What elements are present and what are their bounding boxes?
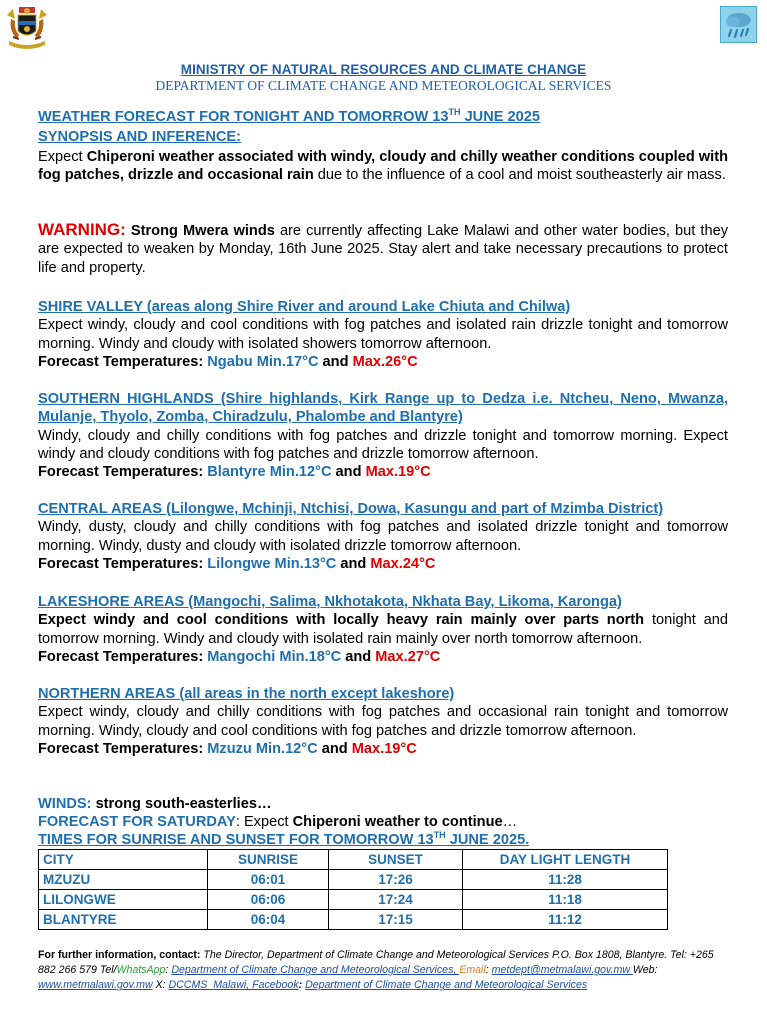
- rain-cloud-icon: [720, 6, 757, 43]
- table-cell: 17:15: [329, 910, 463, 930]
- table-cell: 06:01: [208, 870, 329, 890]
- table-cell: 06:04: [208, 910, 329, 930]
- table-cell: LILONGWE: [39, 890, 208, 910]
- website-link[interactable]: www.metmalawi.gov.mw: [38, 979, 153, 992]
- sunrise-sunset-table: [38, 849, 668, 930]
- synopsis-text: Expect Chiperoni weather associated with windy, cloudy and chilly weather conditions coupled with fog patches, drizzle and occasional rain due to the influence of a cool and moist southeasterly air mass.: [38, 149, 728, 184]
- table-cell: MZUZU: [39, 870, 208, 890]
- region-southern-highlands: SOUTHERN HIGHLANDS (Shire highlands, Kirk Range up to Dedza i.e. Ntcheu, Neno, Mwanza, Mulanje, Thyolo, Zomba, Chiradzulu, Phalombe and Blantyre) Windy, cloudy and chilly conditions with fog patches and drizzle tonight and tomorrow morning. Expect windy and cloudy conditions with fog patches and drizzle tomorrow afternoon. Forecast Temperatures: Blantyre Min.12°C and Max.19°C: [38, 391, 728, 481]
- table-cell: 11:12: [463, 910, 668, 930]
- synopsis-heading: SYNOPSIS AND INFERENCE:: [38, 129, 241, 145]
- sun-times-title: TIMES FOR SUNRISE AND SUNSET FOR TOMORROW 13TH JUNE 2025.: [38, 830, 530, 848]
- forecast-title: WEATHER FORECAST FOR TONIGHT AND TOMORROW 13TH JUNE 2025: [38, 107, 541, 125]
- winds-line: WINDS: strong south-easterlies…: [38, 796, 272, 812]
- table-header-row: [39, 850, 668, 870]
- table-cell: 17:26: [329, 870, 463, 890]
- dept-link[interactable]: Department of Climate Change and Meteorological Services,: [171, 964, 460, 977]
- saturday-forecast: FORECAST FOR SATURDAY: Expect Chiperoni weather to continue…: [38, 814, 518, 830]
- table-header-cell: SUNRISE: [208, 850, 329, 870]
- table-row: [39, 910, 668, 930]
- table-header-cell: SUNSET: [329, 850, 463, 870]
- table-cell: 11:18: [463, 890, 668, 910]
- coat-of-arms-logo: [5, 5, 49, 51]
- x-handle-link[interactable]: DCCMS_Malawi: [168, 979, 247, 992]
- footer-contact: For further information, contact: The Director, Department of Climate Change and Meteorological Services P.O. Box 1808, Blantyre. Tel: +265 882 266 579 Tel/WhatsApp: Department of Climate Change and Meteorological Services, Email: metdept@metmalawi.gov.mw Web: www.metmalawi.gov.mw X: DCCMS_Malawi, Facebook: Department of Climate Change and Meteorological Services: [38, 949, 714, 992]
- region-central-areas: CENTRAL AREAS (Lilongwe, Mchinji, Ntchisi, Dowa, Kasungu and part of Mzimba District) Windy, dusty, cloudy and chilly conditions with fog patches and isolated drizzle tonight and tomorrow morning. Windy, dusty and cloudy with isolated drizzle tomorrow afternoon. Forecast Temperatures: Lilongwe Min.13°C and Max.24°C: [38, 501, 728, 572]
- facebook-link[interactable]: Department of Climate Change and Meteorological Services: [305, 979, 588, 992]
- table-header-cell: DAY LIGHT LENGTH: [463, 850, 668, 870]
- table-row: [39, 870, 668, 890]
- table-cell: 11:28: [463, 870, 668, 890]
- region-lakeshore-areas: LAKESHORE AREAS (Mangochi, Salima, Nkhotakota, Nkhata Bay, Likoma, Karonga) Expect windy and cool conditions with locally heavy rain mainly over parts north tonight and tomorrow morning. Windy and cloudy with isolated rain mainly over north tomorrow afternoon. Forecast Temperatures: Mangochi Min.18°C and Max.27°C: [38, 594, 728, 665]
- table-header-cell: CITY: [39, 850, 208, 870]
- region-northern-areas: NORTHERN AREAS (all areas in the north except lakeshore) Expect windy, cloudy and chilly conditions with fog patches and occasional rain tonight and tomorrow morning. Windy, cloudy and cool conditions with fog patches and drizzle tomorrow afternoon. Forecast Temperatures: Mzuzu Min.12°C and Max.19°C: [38, 686, 728, 757]
- ministry-heading: MINISTRY OF NATURAL RESOURCES AND CLIMATE CHANGE: [180, 62, 587, 77]
- region-shire-valley: SHIRE VALLEY (areas along Shire River and around Lake Chiuta and Chilwa) Expect windy, cloudy and cool conditions with fog patches and isolated rain drizzle tonight and tomorrow morning. Windy and cloudy with isolated showers tomorrow afternoon. Forecast Temperatures: Ngabu Min.17°C and Max.26°C: [38, 299, 728, 370]
- table-row: [39, 890, 668, 910]
- warning-text: WARNING: Strong Mwera winds are currently affecting Lake Malawi and other water bodies, but they are expected to weaken by Monday, 16th June 2025. Stay alert and take necessary precautions to protect life and property.: [38, 220, 728, 276]
- table-cell: 06:06: [208, 890, 329, 910]
- email-link[interactable]: metdept@metmalawi.gov.mw: [491, 964, 633, 977]
- table-cell: 17:24: [329, 890, 463, 910]
- table-cell: BLANTYRE: [39, 910, 208, 930]
- department-heading: DEPARTMENT OF CLIMATE CHANGE AND METEOROLOGICAL SERVICES: [155, 78, 612, 93]
